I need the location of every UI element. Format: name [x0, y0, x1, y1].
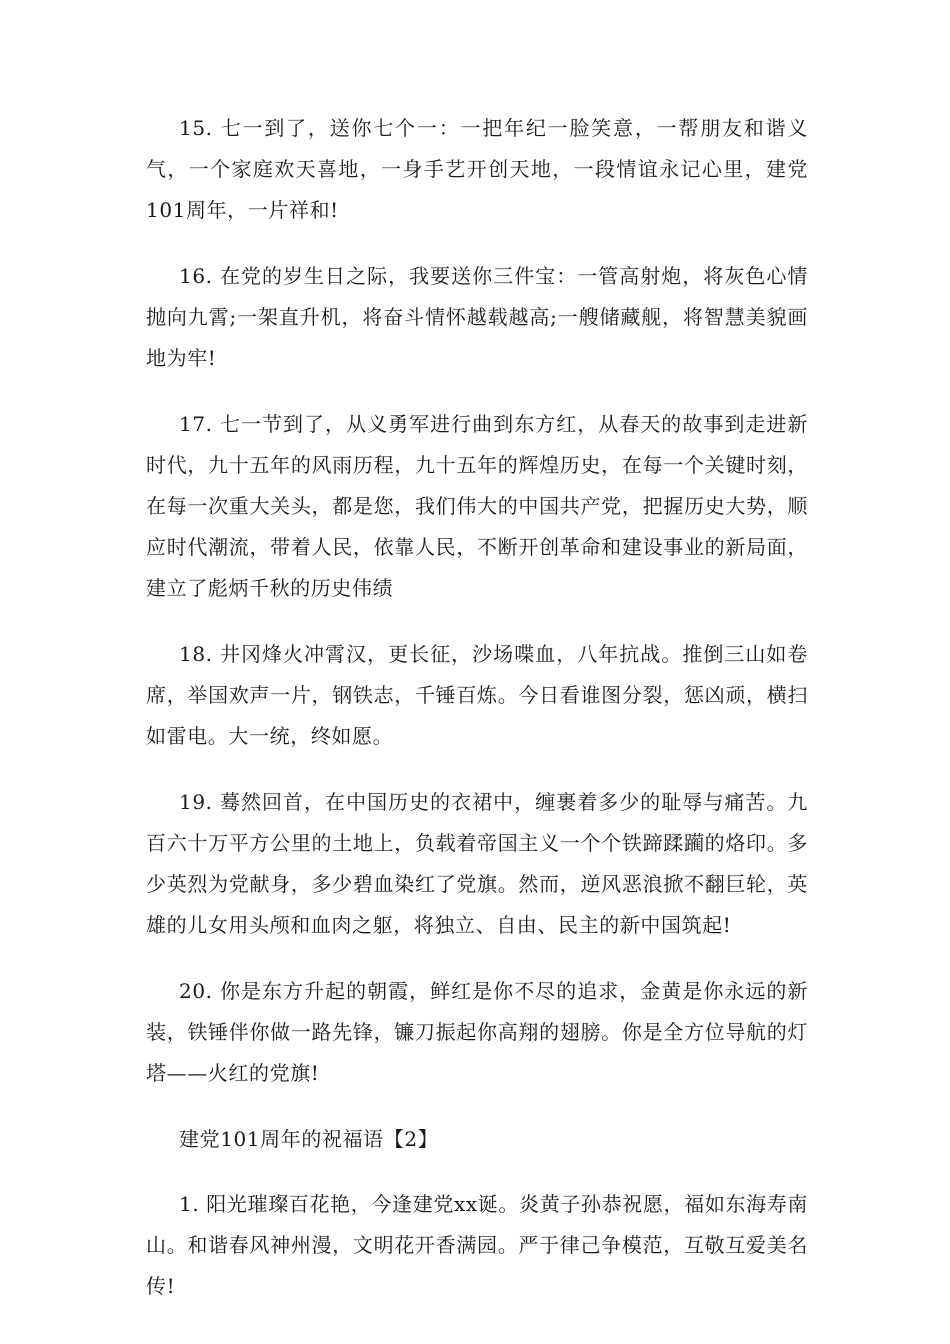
- document-body: [146, 108, 808, 1332]
- paragraph-20: 20. 你是东方升起的朝霞，鲜红是你不尽的追求，金黄是你永远的新装，铁锤伴你做一路先锋，镰刀振起你高翔的翅膀。你是全方位导航的灯塔——火红的党旗!: [146, 979, 808, 1085]
- paragraph-15: 15. 七一到了，送你七个一：一把年纪一脸笑意，一帮朋友和谐义气，一个家庭欢天喜地，一身手艺开创天地，一段情谊永记心里，建党101周年，一片祥和!: [146, 116, 808, 222]
- paragraph-16: 16. 在党的岁生日之际，我要送你三件宝：一管高射炮，将灰色心情抛向九霄;一架直升机，将奋斗情怀越载越高;一艘储藏舰，将智慧美貌画地为牢!: [146, 264, 808, 370]
- paragraph-18: 18. 井冈烽火冲霄汉，更长征，沙场喋血，八年抗战。推倒三山如卷席，举国欢声一片，钢铁志，千锤百炼。今日看谁图分裂，惩凶顽，横扫如雷电。大一统，终如愿。: [146, 642, 808, 748]
- paragraph-1: 1. 阳光璀璨百花艳，今逢建党xx诞。炎黄子孙恭祝愿，福如东海寿南山。和谐春风神州漫，文明花开香满园。严于律己争模范，互敬互爱美名传!: [146, 1192, 808, 1298]
- paragraph-17: 17. 七一节到了，从义勇军进行曲到东方红，从春天的故事到走进新时代，九十五年的风雨历程，九十五年的辉煌历史，在每一个关键时刻，在每一次重大关头，都是您，我们伟大的中国共产党，把握历史大势，顺应时代潮流，带着人民，依靠人民，不断开创革命和建设事业的新局面，建立了彪炳千秋的历史伟绩: [146, 412, 808, 600]
- section-heading: 建党101周年的祝福语【2】: [179, 1127, 439, 1151]
- paragraph-19: 19. 蓦然回首，在中国历史的衣裙中，缠裹着多少的耻辱与痛苦。九百六十万平方公里的土地上，负载着帝国主义一个个铁蹄蹂躏的烙印。多少英烈为党献身，多少碧血染红了党旗。然而，逆风恶浪掀不翻巨轮，英雄的儿女用头颅和血肉之躯，将独立、自由、民主的新中国筑起!: [146, 790, 808, 937]
